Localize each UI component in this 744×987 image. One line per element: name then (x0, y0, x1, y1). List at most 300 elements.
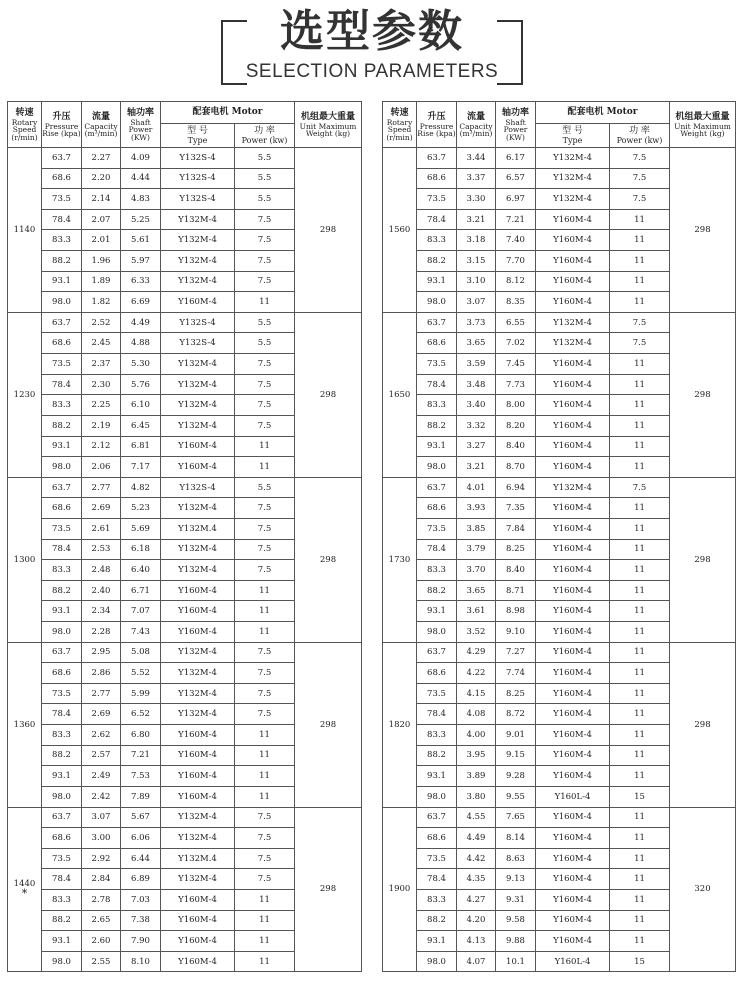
pressure-rise-cell: 78.4 (42, 209, 82, 230)
motor-group-label: 配套电机 Motor (192, 107, 263, 117)
col-header-type (161, 124, 235, 148)
rotary-speed-cell (383, 148, 417, 313)
pressure-rise-cell: 93.1 (417, 766, 457, 787)
capacity-cell: 2.61 (82, 518, 121, 539)
motor-type-cell: Y132M-4 (161, 251, 235, 272)
pressure-rise-cell: 68.6 (42, 828, 82, 849)
col-header-weight-cn: 机组最大重量 (301, 111, 356, 122)
motor-power-cell: 7.5 (235, 663, 295, 684)
parameters-table-right (382, 101, 736, 972)
capacity-cell: 2.20 (82, 168, 121, 189)
capacity-cell: 2.77 (82, 683, 121, 704)
col-header-speed-cn: 转速 (390, 107, 409, 118)
max-weight-cell: 298 (670, 148, 736, 313)
pressure-rise-cell: 88.2 (417, 745, 457, 766)
capacity-cell: 2.95 (82, 642, 121, 663)
pressure-rise-cell: 63.7 (42, 312, 82, 333)
capacity-cell: 4.29 (457, 642, 496, 663)
max-weight-cell: 298 (670, 642, 736, 807)
capacity-cell: 3.73 (457, 312, 496, 333)
motor-power-cell: 7.5 (235, 230, 295, 251)
pressure-rise-cell: 83.3 (417, 230, 457, 251)
pressure-rise-cell: 73.5 (42, 848, 82, 869)
col-header-shaft-power (496, 102, 536, 148)
pressure-rise-cell: 68.6 (417, 168, 457, 189)
motor-power-cell: 7.5 (235, 704, 295, 725)
motor-type-cell: Y160M-4 (536, 889, 610, 910)
pressure-rise-cell: 98.0 (417, 622, 457, 643)
motor-type-cell: Y160M-4 (536, 354, 610, 375)
pressure-rise-cell: 98.0 (42, 457, 82, 478)
capacity-cell: 2.48 (82, 560, 121, 581)
table-row (383, 477, 736, 498)
motor-power-cell: 11 (235, 292, 295, 313)
pressure-rise-cell: 63.7 (417, 807, 457, 828)
pressure-rise-cell: 93.1 (42, 601, 82, 622)
motor-type-cell: Y160M-4 (536, 745, 610, 766)
shaft-power-cell: 6.33 (121, 271, 161, 292)
motor-type-cell: Y132S-4 (161, 312, 235, 333)
rotary-speed-cell (8, 807, 42, 972)
shaft-power-cell: 9.88 (496, 931, 536, 952)
pressure-rise-cell: 73.5 (42, 518, 82, 539)
pressure-rise-cell: 73.5 (417, 683, 457, 704)
pressure-rise-cell: 78.4 (417, 209, 457, 230)
col-header-capacity-cn: 流量 (91, 111, 110, 122)
pressure-rise-cell: 98.0 (42, 786, 82, 807)
motor-power-cell: 11 (610, 642, 670, 663)
motor-power-cell: 11 (610, 230, 670, 251)
rotary-speed-cell (8, 312, 42, 477)
motor-power-cell: 7.5 (610, 312, 670, 333)
shaft-power-cell: 7.43 (121, 622, 161, 643)
col-header-speed-en: Rotary Speed (r/min) (386, 117, 413, 142)
pressure-rise-cell: 98.0 (42, 622, 82, 643)
shaft-power-cell: 7.73 (496, 374, 536, 395)
capacity-cell: 2.40 (82, 580, 121, 601)
col-header-pressure-en: Pressure Rise (kpa) (417, 121, 456, 138)
capacity-cell: 4.00 (457, 725, 496, 746)
shaft-power-cell: 7.38 (121, 910, 161, 931)
pressure-rise-cell: 78.4 (42, 704, 82, 725)
motor-type-cell: Y160M-4 (536, 436, 610, 457)
capacity-cell: 2.12 (82, 436, 121, 457)
motor-type-cell: Y132S-4 (161, 477, 235, 498)
motor-power-cell: 11 (610, 663, 670, 684)
shaft-power-cell: 7.53 (121, 766, 161, 787)
capacity-cell: 3.59 (457, 354, 496, 375)
max-weight-cell: 298 (295, 807, 362, 972)
col-header-motor (536, 102, 670, 124)
max-weight-cell: 298 (670, 477, 736, 642)
motor-type-cell: Y160M-4 (536, 848, 610, 869)
shaft-power-cell: 7.90 (121, 931, 161, 952)
pressure-rise-cell: 63.7 (417, 148, 457, 169)
capacity-cell: 4.49 (457, 828, 496, 849)
motor-power-cell: 11 (235, 889, 295, 910)
rotary-speed-cell (8, 148, 42, 313)
pressure-rise-cell: 68.6 (417, 498, 457, 519)
shaft-power-cell: 7.35 (496, 498, 536, 519)
motor-power-cell: 7.5 (235, 271, 295, 292)
shaft-power-cell: 4.09 (121, 148, 161, 169)
capacity-cell: 4.22 (457, 663, 496, 684)
shaft-power-cell: 6.71 (121, 580, 161, 601)
capacity-cell: 4.27 (457, 889, 496, 910)
shaft-power-cell: 6.81 (121, 436, 161, 457)
motor-type-cell: Y160M-4 (161, 436, 235, 457)
capacity-cell: 3.15 (457, 251, 496, 272)
col-header-motor (161, 102, 295, 124)
pressure-rise-cell: 88.2 (417, 580, 457, 601)
capacity-cell: 2.34 (82, 601, 121, 622)
motor-power-cell: 11 (235, 725, 295, 746)
pressure-rise-cell: 78.4 (417, 704, 457, 725)
motor-type-cell: Y160M-4 (161, 931, 235, 952)
motor-type-cell: Y160M-4 (536, 622, 610, 643)
col-header-speed-cn: 转速 (15, 107, 34, 118)
motor-power-cell: 11 (610, 580, 670, 601)
pressure-rise-cell: 93.1 (42, 766, 82, 787)
shaft-power-cell: 8.40 (496, 560, 536, 581)
table-row (383, 642, 736, 663)
capacity-cell: 3.95 (457, 745, 496, 766)
capacity-cell: 3.00 (82, 828, 121, 849)
motor-type-cell: Y132M-4 (161, 230, 235, 251)
motor-power-cell: 11 (610, 622, 670, 643)
shaft-power-cell: 6.17 (496, 148, 536, 169)
capacity-cell: 3.30 (457, 189, 496, 210)
motor-power-cell: 15 (610, 786, 670, 807)
col-header-weight-en: Unit Maximum Weight (kg) (299, 121, 357, 138)
motor-power-cell: 7.5 (235, 560, 295, 581)
shaft-power-cell: 4.49 (121, 312, 161, 333)
motor-type-cell: Y160M-4 (161, 766, 235, 787)
motor-type-cell: Y132M-4 (161, 807, 235, 828)
motor-power-cell: 11 (235, 786, 295, 807)
capacity-cell: 2.92 (82, 848, 121, 869)
motor-type-cell: Y132M-4 (536, 189, 610, 210)
motor-type-cell: Y132S-4 (161, 333, 235, 354)
motor-type-cell: Y132M-4 (536, 312, 610, 333)
shaft-power-cell: 9.31 (496, 889, 536, 910)
capacity-cell: 3.07 (457, 292, 496, 313)
motor-power-cell: 7.5 (235, 251, 295, 272)
pressure-rise-cell: 93.1 (417, 601, 457, 622)
capacity-cell: 3.85 (457, 518, 496, 539)
capacity-cell: 3.52 (457, 622, 496, 643)
motor-power-cell: 11 (235, 622, 295, 643)
motor-power-cell: 7.5 (235, 539, 295, 560)
motor-type-cell: Y160M-4 (536, 828, 610, 849)
capacity-cell: 2.01 (82, 230, 121, 251)
capacity-cell: 3.32 (457, 415, 496, 436)
col-header-shaft-power-en: Shaft Power (KW) (128, 117, 153, 142)
motor-type-cell: Y160M-4 (536, 642, 610, 663)
motor-power-cell: 11 (235, 931, 295, 952)
motor-power-cell: 5.5 (235, 189, 295, 210)
rotary-speed-cell (383, 477, 417, 642)
motor-type-cell: Y160M-4 (536, 271, 610, 292)
motor-power-cell: 11 (610, 848, 670, 869)
shaft-power-cell: 6.55 (496, 312, 536, 333)
pressure-rise-cell: 73.5 (417, 518, 457, 539)
capacity-cell: 3.21 (457, 209, 496, 230)
table-row (383, 148, 736, 169)
capacity-cell: 2.78 (82, 889, 121, 910)
motor-type-cell: Y160M-4 (536, 498, 610, 519)
pressure-rise-cell: 83.3 (417, 395, 457, 416)
motor-type-cell: Y160M-4 (536, 539, 610, 560)
capacity-cell: 2.86 (82, 663, 121, 684)
col-header-capacity-cn: 流量 (466, 111, 485, 122)
table-row (8, 148, 362, 169)
pressure-rise-cell: 68.6 (42, 168, 82, 189)
motor-power-cell: 5.5 (235, 168, 295, 189)
motor-power-cell: 11 (610, 766, 670, 787)
capacity-cell: 2.27 (82, 148, 121, 169)
motor-type-cell: Y160M-4 (161, 910, 235, 931)
motor-power-cell: 11 (610, 683, 670, 704)
shaft-power-cell: 8.70 (496, 457, 536, 478)
motor-power-cell: 11 (235, 951, 295, 972)
shaft-power-cell: 5.69 (121, 518, 161, 539)
col-header-weight (295, 102, 362, 148)
col-header-power (610, 124, 670, 148)
motor-type-cell: Y132M-4 (161, 539, 235, 560)
motor-power-cell: 11 (610, 931, 670, 952)
motor-power-cell: 11 (610, 374, 670, 395)
motor-type-cell: Y132M.4 (161, 518, 235, 539)
pressure-rise-cell: 63.7 (42, 807, 82, 828)
capacity-cell: 1.96 (82, 251, 121, 272)
col-header-capacity (457, 102, 496, 148)
capacity-cell: 2.77 (82, 477, 121, 498)
shaft-power-cell: 6.40 (121, 560, 161, 581)
max-weight-cell: 298 (295, 312, 362, 477)
shaft-power-cell: 5.25 (121, 209, 161, 230)
shaft-power-cell: 7.74 (496, 663, 536, 684)
capacity-cell: 4.13 (457, 931, 496, 952)
motor-power-cell: 7.5 (610, 168, 670, 189)
shaft-power-cell: 8.00 (496, 395, 536, 416)
pressure-rise-cell: 63.7 (417, 642, 457, 663)
table-row (8, 477, 362, 498)
pressure-rise-cell: 78.4 (42, 539, 82, 560)
motor-type-cell: Y160M-4 (161, 951, 235, 972)
rotary-speed-value: 1440 (13, 879, 36, 890)
shaft-power-cell: 7.84 (496, 518, 536, 539)
motor-type-cell: Y132M-4 (161, 271, 235, 292)
col-header-capacity-en: Capacity (m³/min) (84, 121, 118, 138)
pressure-rise-cell: 93.1 (417, 931, 457, 952)
motor-type-cell: Y132M-4 (161, 828, 235, 849)
motor-power-cell: 7.5 (235, 498, 295, 519)
col-header-type-cn: 型 号 (187, 126, 208, 136)
pressure-rise-cell: 88.2 (42, 580, 82, 601)
motor-power-cell: 11 (610, 457, 670, 478)
motor-power-cell: 11 (610, 498, 670, 519)
shaft-power-cell: 5.76 (121, 374, 161, 395)
motor-power-cell: 7.5 (235, 869, 295, 890)
motor-power-cell: 7.5 (610, 148, 670, 169)
motor-type-cell: Y132M-4 (536, 168, 610, 189)
capacity-cell: 2.60 (82, 931, 121, 952)
table-row (383, 312, 736, 333)
motor-type-cell: Y160M-4 (536, 704, 610, 725)
shaft-power-cell: 6.97 (496, 189, 536, 210)
col-header-power (235, 124, 295, 148)
shaft-power-cell: 5.97 (121, 251, 161, 272)
pressure-rise-cell: 63.7 (42, 477, 82, 498)
rotary-speed-value: 1230 (13, 389, 36, 400)
pressure-rise-cell: 88.2 (42, 415, 82, 436)
pressure-rise-cell: 98.0 (42, 292, 82, 313)
motor-power-cell: 11 (610, 518, 670, 539)
pressure-rise-cell: 98.0 (42, 951, 82, 972)
motor-type-cell: Y160L-4 (536, 786, 610, 807)
pressure-rise-cell: 98.0 (417, 951, 457, 972)
motor-type-cell: Y132S-4 (161, 148, 235, 169)
shaft-power-cell: 8.10 (121, 951, 161, 972)
col-header-speed (8, 102, 42, 148)
shaft-power-cell: 5.67 (121, 807, 161, 828)
shaft-power-cell: 8.35 (496, 292, 536, 313)
col-header-power-en: Power (kw) (241, 136, 288, 145)
capacity-cell: 2.53 (82, 539, 121, 560)
pressure-rise-cell: 68.6 (417, 333, 457, 354)
pressure-rise-cell: 83.3 (417, 560, 457, 581)
pressure-rise-cell: 78.4 (417, 539, 457, 560)
motor-power-cell: 7.5 (235, 354, 295, 375)
capacity-cell: 1.82 (82, 292, 121, 313)
pressure-rise-cell: 88.2 (42, 910, 82, 931)
shaft-power-cell: 6.06 (121, 828, 161, 849)
pressure-rise-cell: 83.3 (42, 560, 82, 581)
capacity-cell: 3.40 (457, 395, 496, 416)
table-row (8, 642, 362, 663)
motor-type-cell: Y132S-4 (161, 168, 235, 189)
shaft-power-cell: 6.94 (496, 477, 536, 498)
motor-power-cell: 7.5 (235, 642, 295, 663)
motor-power-cell: 11 (610, 869, 670, 890)
pressure-rise-cell: 93.1 (42, 931, 82, 952)
motor-type-cell: Y160M-4 (536, 457, 610, 478)
capacity-cell: 4.01 (457, 477, 496, 498)
pressure-rise-cell: 83.3 (417, 725, 457, 746)
motor-group-label: 配套电机 Motor (567, 107, 638, 117)
capacity-cell: 3.70 (457, 560, 496, 581)
motor-power-cell: 11 (610, 807, 670, 828)
capacity-cell: 2.07 (82, 209, 121, 230)
pressure-rise-cell: 78.4 (42, 869, 82, 890)
shaft-power-cell: 8.40 (496, 436, 536, 457)
shaft-power-cell: 7.02 (496, 333, 536, 354)
motor-power-cell: 11 (610, 601, 670, 622)
capacity-cell: 3.44 (457, 148, 496, 169)
shaft-power-cell: 6.44 (121, 848, 161, 869)
pressure-rise-cell: 93.1 (42, 436, 82, 457)
pressure-rise-cell: 93.1 (417, 436, 457, 457)
shaft-power-cell: 5.61 (121, 230, 161, 251)
capacity-cell: 4.42 (457, 848, 496, 869)
page-header (0, 0, 744, 96)
shaft-power-cell: 7.89 (121, 786, 161, 807)
shaft-power-cell: 5.30 (121, 354, 161, 375)
motor-type-cell: Y132M-4 (161, 209, 235, 230)
capacity-cell: 2.65 (82, 910, 121, 931)
motor-type-cell: Y160M-4 (161, 622, 235, 643)
capacity-cell: 2.25 (82, 395, 121, 416)
motor-power-cell: 11 (610, 745, 670, 766)
col-header-pressure (42, 102, 82, 148)
capacity-cell: 3.61 (457, 601, 496, 622)
capacity-cell: 2.28 (82, 622, 121, 643)
motor-type-cell: Y160M-4 (536, 683, 610, 704)
col-header-pressure-cn: 升压 (52, 111, 71, 122)
motor-type-cell: Y160M-4 (536, 807, 610, 828)
motor-type-cell: Y160M-4 (536, 230, 610, 251)
capacity-cell: 3.79 (457, 539, 496, 560)
pressure-rise-cell: 73.5 (417, 189, 457, 210)
motor-type-cell: Y160M-4 (536, 374, 610, 395)
motor-type-cell: Y160M-4 (161, 601, 235, 622)
motor-type-cell: Y160M-4 (536, 251, 610, 272)
pressure-rise-cell: 63.7 (42, 642, 82, 663)
pressure-rise-cell: 63.7 (417, 477, 457, 498)
capacity-cell: 3.93 (457, 498, 496, 519)
shaft-power-cell: 8.63 (496, 848, 536, 869)
shaft-power-cell: 8.71 (496, 580, 536, 601)
shaft-power-cell: 10.1 (496, 951, 536, 972)
col-header-weight-cn: 机组最大重量 (675, 111, 730, 122)
capacity-cell: 3.27 (457, 436, 496, 457)
motor-type-cell: Y132M-4 (161, 498, 235, 519)
capacity-cell: 2.69 (82, 704, 121, 725)
capacity-cell: 1.89 (82, 271, 121, 292)
motor-type-cell: Y160M-4 (536, 580, 610, 601)
motor-power-cell: 11 (610, 436, 670, 457)
rotary-speed-value: 1140 (13, 224, 36, 235)
motor-type-cell: Y132M.4 (161, 848, 235, 869)
col-header-capacity (82, 102, 121, 148)
motor-type-cell: Y132M-4 (161, 683, 235, 704)
shaft-power-cell: 4.83 (121, 189, 161, 210)
col-header-shaft-power (121, 102, 161, 148)
col-header-shaft-power-cn: 轴功率 (126, 107, 154, 118)
pressure-rise-cell: 88.2 (417, 251, 457, 272)
motor-power-cell: 11 (610, 889, 670, 910)
motor-power-cell: 7.5 (610, 189, 670, 210)
shaft-power-cell: 9.13 (496, 869, 536, 890)
max-weight-cell: 298 (295, 642, 362, 807)
motor-power-cell: 11 (610, 292, 670, 313)
shaft-power-cell: 5.52 (121, 663, 161, 684)
pressure-rise-cell: 73.5 (42, 683, 82, 704)
motor-power-cell: 7.5 (235, 374, 295, 395)
capacity-cell: 3.07 (82, 807, 121, 828)
shaft-power-cell: 8.98 (496, 601, 536, 622)
motor-type-cell: Y160M-4 (536, 725, 610, 746)
shaft-power-cell: 6.10 (121, 395, 161, 416)
capacity-cell: 4.08 (457, 704, 496, 725)
pressure-rise-cell: 83.3 (42, 725, 82, 746)
pressure-rise-cell: 68.6 (417, 828, 457, 849)
shaft-power-cell: 5.23 (121, 498, 161, 519)
shaft-power-cell: 9.10 (496, 622, 536, 643)
shaft-power-cell: 7.40 (496, 230, 536, 251)
shaft-power-cell: 8.12 (496, 271, 536, 292)
